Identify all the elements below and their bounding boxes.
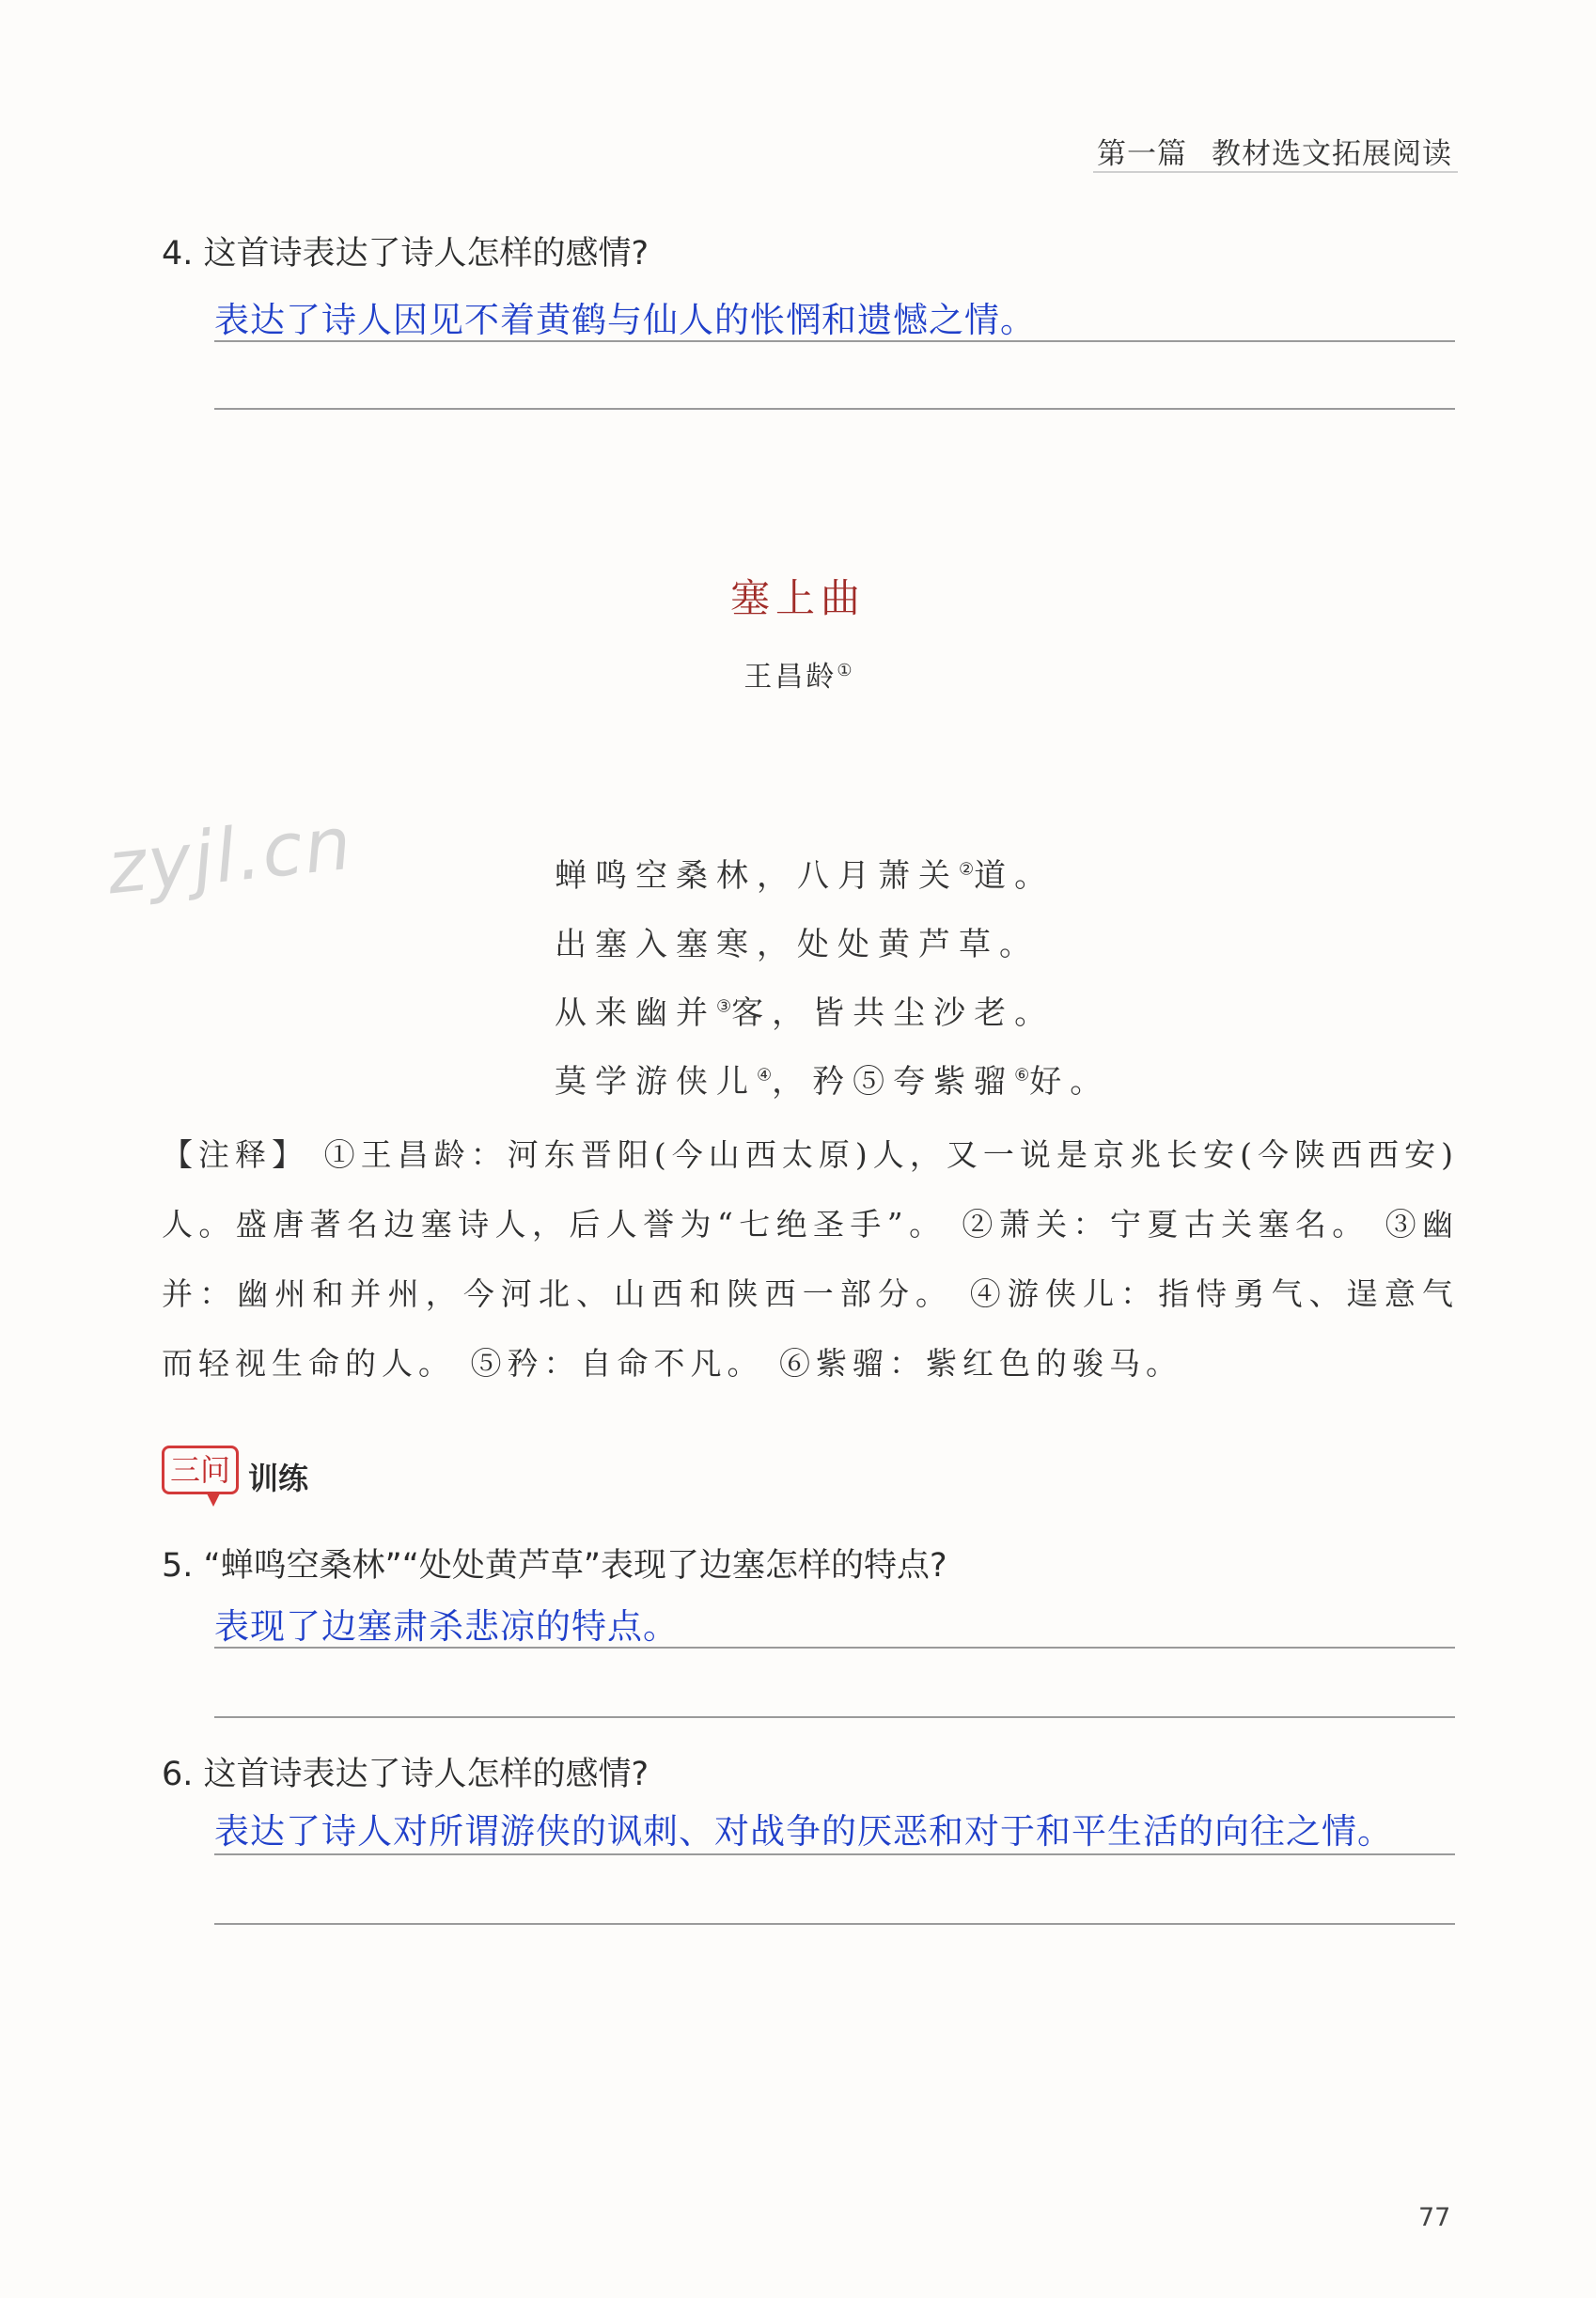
watermark: zyjl.cn: [103, 801, 357, 912]
question-4: 4. 这首诗表达了诗人怎样的感情?: [162, 235, 649, 273]
section-title: 训练: [248, 1460, 309, 1496]
answer-line: [214, 1647, 1455, 1649]
poem-line-text: 莫学游侠儿: [555, 1063, 757, 1101]
answer-line: [214, 1923, 1455, 1925]
poem-line-text: 从来幽并: [555, 994, 716, 1032]
answer-6: 表达了诗人对所谓游侠的讽刺、对战争的厌恶和对于和平生活的向往之情。: [214, 1811, 1393, 1852]
question-6: 6. 这首诗表达了诗人怎样的感情?: [162, 1756, 649, 1793]
poem-line: [555, 987, 1055, 1033]
answer-line: [214, 408, 1455, 410]
poem-line-text: 道。: [974, 857, 1056, 895]
page-number: 77: [1418, 2203, 1451, 2232]
section-header: [162, 1446, 308, 1498]
poem-annotations: 【注释】 ①王昌龄：河东晋阳(今山西太原)人，又一说是京兆长安(今陕西西安)人。盛唐著名边塞诗人，后人誉为“七绝圣手”。 ②萧关：宁夏古关塞名。 ③幽并：幽州和并州，今河北、山西和陕西一部分。 ④游侠儿：指恃勇气、逞意气而轻视生命的人。 ⑤矜：自命不凡。 ⑥紫骝：紫红色的骏马。: [162, 1136, 1459, 1382]
author-note-mark: ①: [837, 661, 853, 680]
note-mark: ③: [716, 996, 732, 1017]
header-title: 教材选文拓展阅读: [1212, 137, 1452, 171]
section-badge: [162, 1446, 239, 1494]
poem-line: [555, 918, 1040, 964]
poem-line: [555, 850, 1055, 896]
running-header: [1097, 130, 1452, 172]
poem-line-text: 蝉鸣空桑林，八月萧关: [555, 857, 959, 895]
answer-line: [214, 1853, 1455, 1855]
poem-line-text: ，矜⑤夸紫骝: [772, 1063, 1015, 1101]
answer-line: [214, 340, 1455, 342]
header-part: 第一篇: [1097, 137, 1187, 171]
speech-bubble-tail-icon: [206, 1492, 221, 1507]
answer-line: [214, 1716, 1455, 1718]
note-mark: ②: [959, 859, 975, 880]
answer-5: 表现了边塞肃杀悲凉的特点。: [214, 1606, 679, 1647]
note-mark: ⑥: [1014, 1065, 1030, 1086]
author-name: 王昌龄: [743, 661, 837, 694]
poem-line: [555, 1055, 1110, 1102]
poem-author: [0, 653, 1596, 695]
poem-line-text: 客，皆共尘沙老。: [731, 994, 1056, 1032]
note-mark: ④: [757, 1065, 773, 1086]
poem-title: 塞上曲: [729, 575, 866, 621]
poem-line-text: 好。: [1029, 1063, 1111, 1101]
poem-line-text: 出塞入塞寒，处处黄芦草。: [555, 926, 1040, 963]
header-rule: [1093, 171, 1458, 173]
answer-4: 表达了诗人因见不着黄鹤与仙人的怅惘和遗憾之情。: [214, 300, 1036, 340]
section-badge-label: 三问: [170, 1452, 231, 1488]
question-5: 5. “蝉鸣空桑林”“处处黄芦草”表现了边塞怎样的特点?: [162, 1547, 947, 1585]
